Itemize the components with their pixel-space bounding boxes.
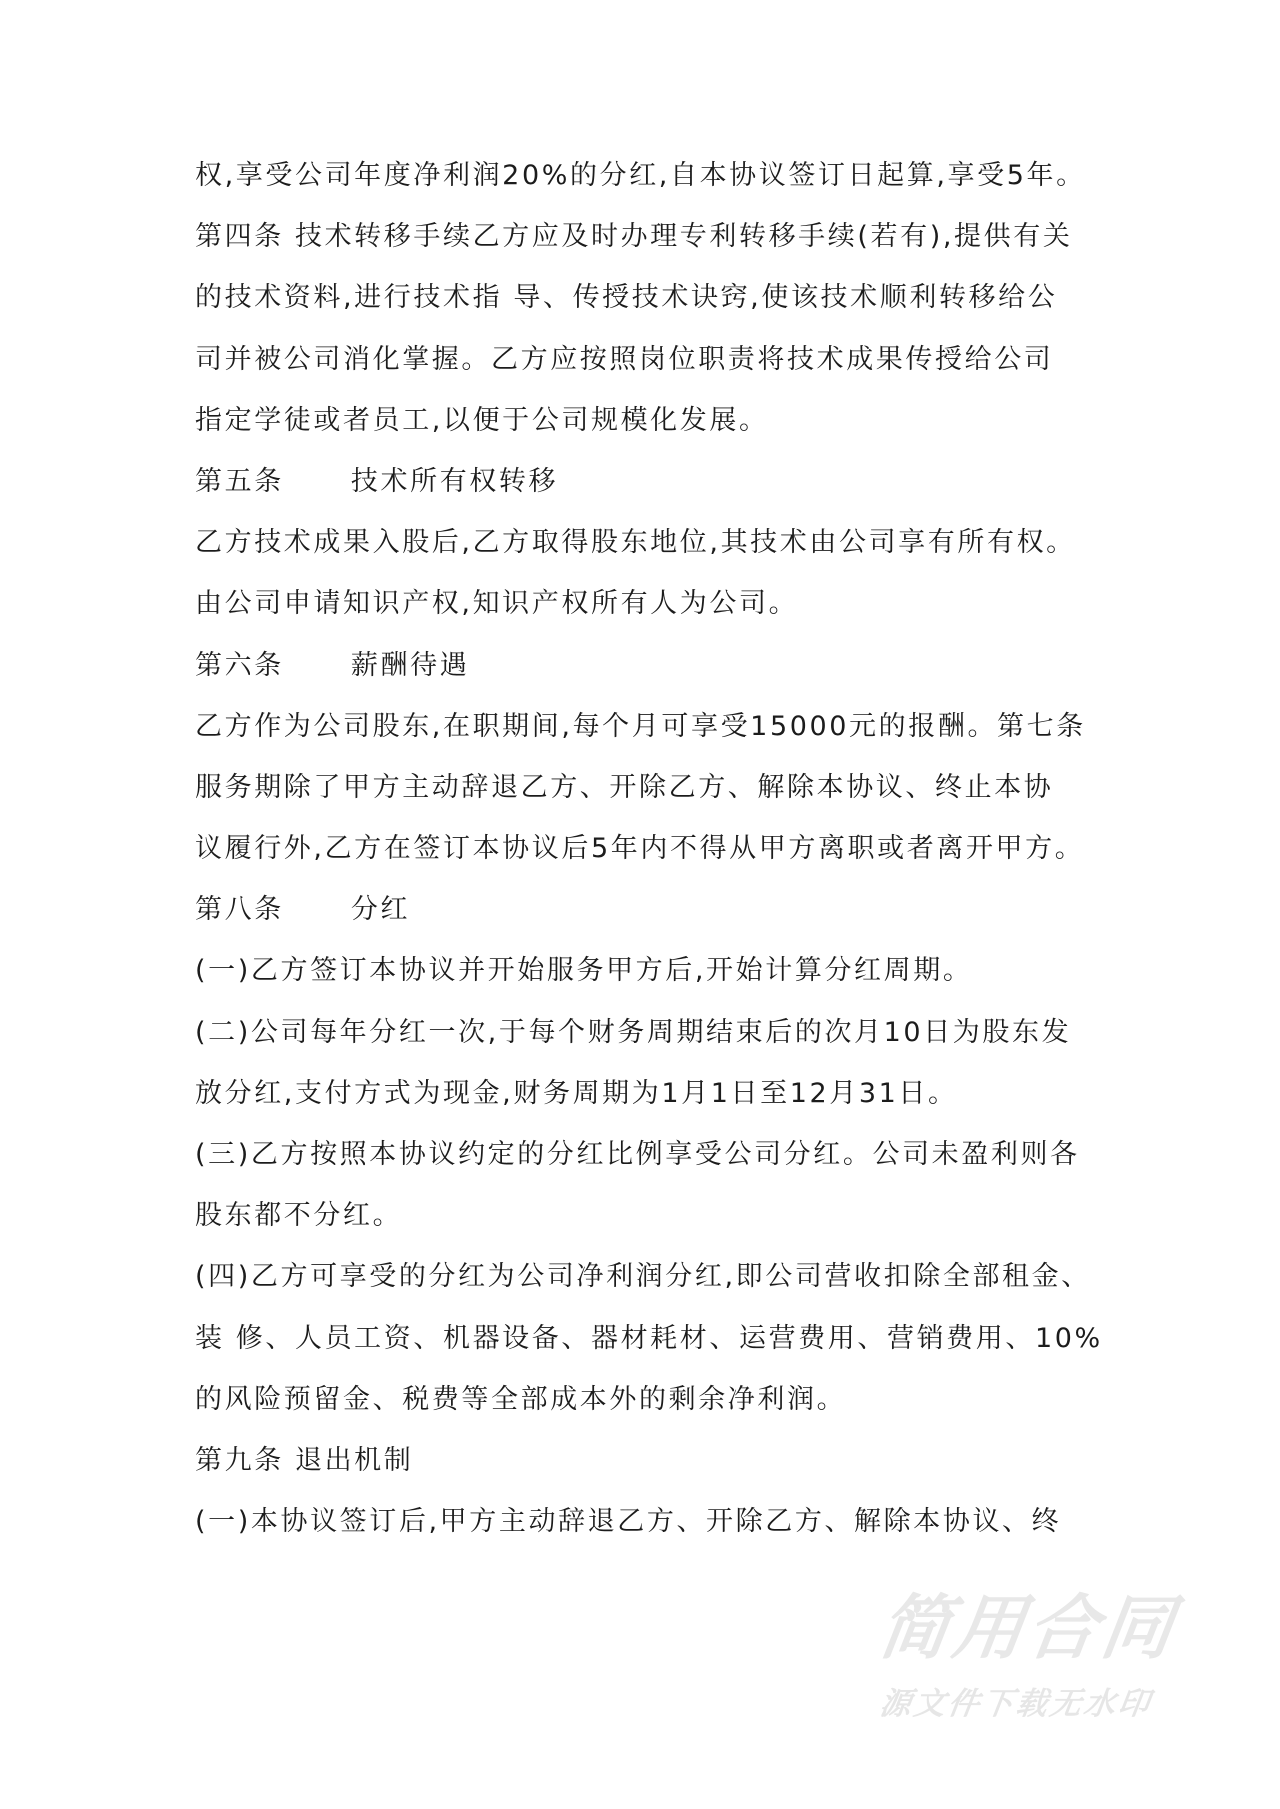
watermark-title: 简用合同 [874,1587,1182,1669]
article-6-heading: 第六条 薪酬待遇 [195,649,470,681]
clause-item: (一)本协议签订后,甲方主动辞退乙方、开除乙方、解除本协议、终 [195,1506,1062,1538]
article-4-text: 第四条 技术转移手续乙方应及时办理专利转移手续(若有),提供有关 [195,221,1073,253]
text-line: 指定学徒或者员工,以便于公司规模化发展。 [195,404,769,436]
text-line: 股东都不分红。 [195,1200,403,1232]
clause-item: (二)公司每年分红一次,于每个财务周期结束后的次月10日为股东发 [195,1016,1072,1048]
text-line: 由公司申请知识产权,知识产权所有人为公司。 [195,588,799,620]
article-9-heading: 第九条 退出机制 [195,1444,414,1476]
clause-item: (一)乙方签订本协议并开始服务甲方后,开始计算分红周期。 [195,955,973,987]
text-line: 司并被公司消化掌握。乙方应按照岗位职责将技术成果传授给公司 [195,343,1054,375]
watermark-subtitle: 源文件下载无水印 [877,1686,1155,1722]
clause-item: (四)乙方可享受的分红为公司净利润分红,即公司营收扣除全部租金、 [195,1261,1091,1293]
text-line: 乙方技术成果入股后,乙方取得股东地位,其技术由公司享有所有权。 [195,527,1076,559]
text-line: 放分红,支付方式为现金,财务周期为1月1日至12月31日。 [195,1077,958,1109]
text-line: 权,享受公司年度净利润20%的分红,自本协议签订日起算,享受5年。 [195,160,1086,191]
text-line: 的风险预留金、税费等全部成本外的剩余净利润。 [195,1383,847,1415]
article-8-heading: 第八条 分红 [195,894,411,926]
text-line: 的技术资料,进行技术指 导、传授技术诀窍,使该技术顺利转移给公 [195,282,1058,314]
text-line: 装 修、人员工资、机器设备、器材耗材、运营费用、营销费用、10% [195,1322,1103,1354]
article-5-heading: 第五条 技术所有权转移 [195,465,559,497]
watermark [874,1587,1220,1728]
text-line: 议履行外,乙方在签订本协议后5年内不得从甲方离职或者离开甲方。 [195,833,1085,865]
clause-item: (三)乙方按照本协议约定的分红比例享受公司分红。公司未盈利则各 [195,1139,1080,1170]
text-line: 乙方作为公司股东,在职期间,每个月可享受15000元的报酬。第七条 [195,710,1086,742]
text-line: 服务期除了甲方主动辞退乙方、开除乙方、解除本协议、终止本协 [195,771,1054,803]
document-body [195,145,1125,1552]
